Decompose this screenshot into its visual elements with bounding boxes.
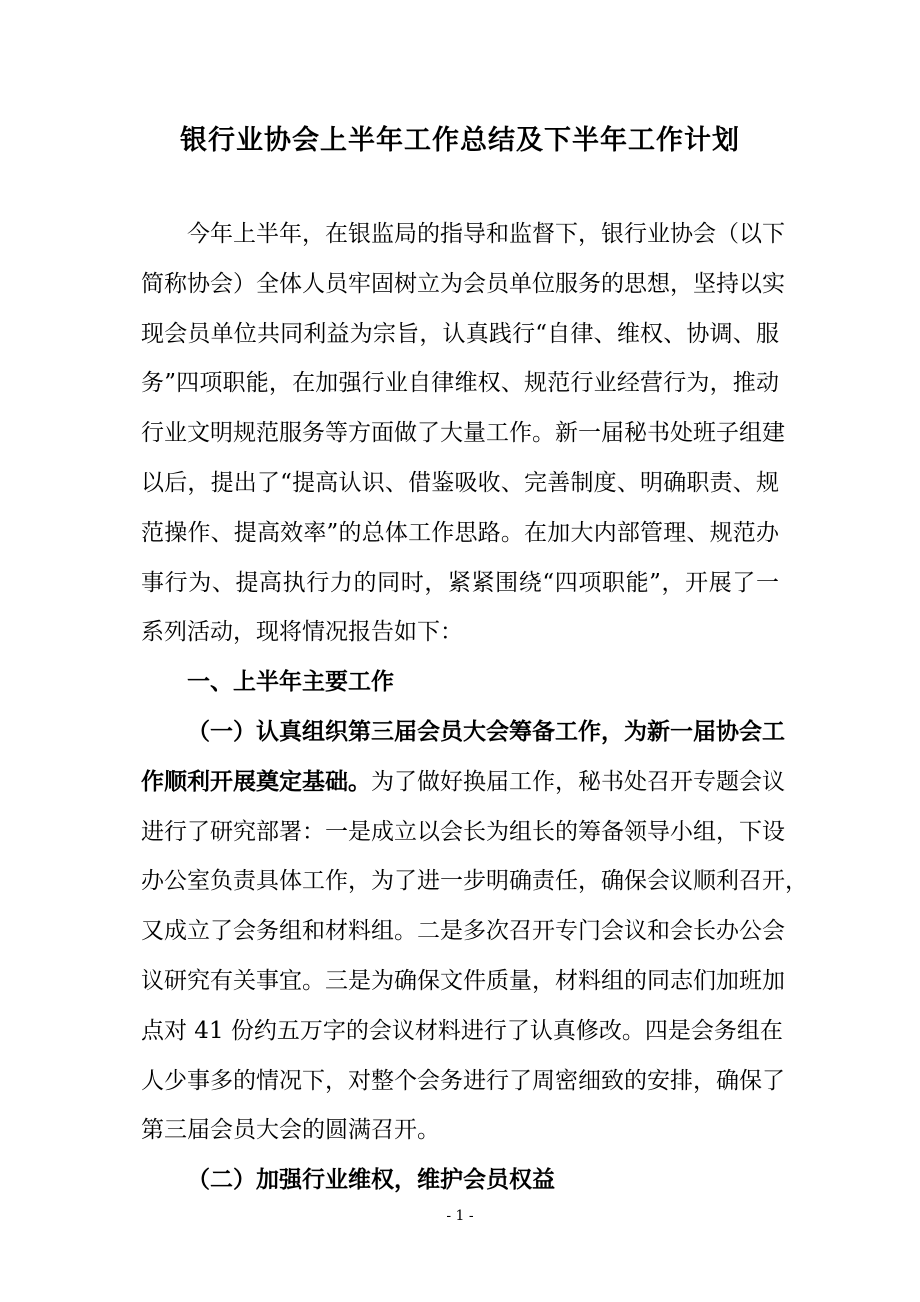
subsection-title-end: 作顺利开展奠定基础。 — [141, 769, 371, 795]
subsection-title: （一）认真组织第三届会员大会筹备工作，为新一届协会工 — [187, 719, 785, 745]
paragraph-line: 务”四项职能，在加强行业自律维权、规范行业经营行为，推动 — [141, 370, 779, 396]
paragraph-line: 系列活动，现将情况报告如下： — [141, 619, 463, 645]
subsection-title: （二）加强行业维权，维护会员权益 — [187, 1167, 555, 1193]
paragraph-line: 又成立了会务组和材料组。二是多次召开专门会议和会长办公会 — [141, 918, 785, 944]
paragraph-line: 进行了研究部署：一是成立以会长为组长的筹备领导小组，下设 — [141, 819, 785, 845]
paragraph-line: 简称协会）全体人员牢固树立为会员单位服务的思想，坚持以实 — [141, 271, 785, 297]
paragraph-line — [141, 767, 785, 797]
paragraph-line: 现会员单位共同利益为宗旨，认真践行“自律、维权、协调、服 — [141, 321, 779, 347]
document-title: 银行业协会上半年工作总结及下半年工作计划 — [180, 125, 740, 156]
paragraph-line: 点对 41 份约五万字的会议材料进行了认真修改。四是会务组在 — [141, 1018, 783, 1044]
page-number: - 1 - — [446, 1208, 474, 1224]
paragraph-line: 范操作、提高效率”的总体工作思路。在加大内部管理、规范办 — [141, 520, 779, 546]
paragraph-line: 议研究有关事宜。三是为确保文件质量，材料组的同志们加班加 — [141, 968, 785, 994]
paragraph-line: 人少事多的情况下，对整个会务进行了周密细致的安排，确保了 — [141, 1068, 785, 1094]
section-heading: 一、上半年主要工作 — [187, 669, 394, 695]
paragraph-line: 事行为、提高执行力的同时，紧紧围绕“四项职能”，开展了一 — [141, 570, 779, 596]
paragraph-line: 第三届会员大会的圆满召开。 — [141, 1117, 440, 1143]
paragraph-text: 为了做好换届工作，秘书处召开专题会议 — [371, 769, 785, 795]
paragraph-line: 以后，提出了“提高认识、借鉴吸收、完善制度、明确职责、规 — [141, 470, 779, 496]
paragraph-line: 今年上半年，在银监局的指导和监督下，银行业协会（以下 — [187, 221, 785, 247]
paragraph-line: 办公室负责具体工作，为了进一步明确责任，确保会议顺利召开， — [141, 868, 808, 894]
paragraph-line: 行业文明规范服务等方面做了大量工作。新一届秘书处班子组建 — [141, 420, 785, 446]
